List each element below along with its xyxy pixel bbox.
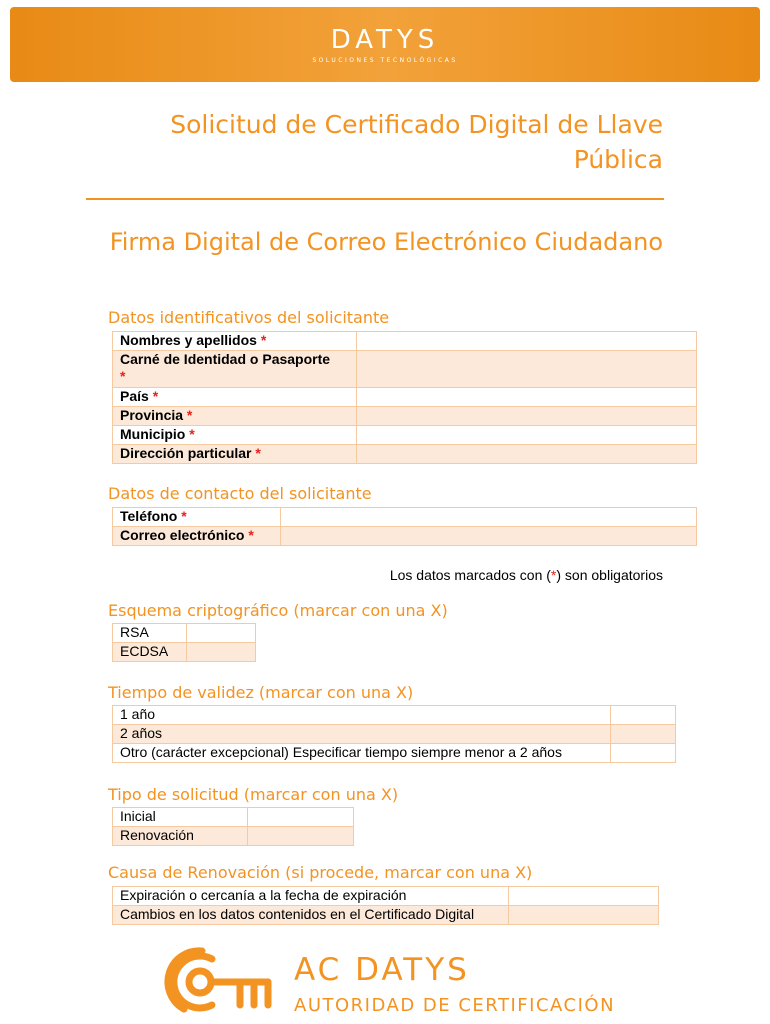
table-row	[113, 906, 659, 925]
phone-field[interactable]	[281, 508, 697, 527]
data-change-checkbox[interactable]	[509, 906, 659, 925]
datys-logo	[10, 25, 760, 64]
table-row	[113, 332, 697, 351]
province-field[interactable]	[357, 407, 697, 426]
table-row	[113, 527, 697, 546]
option-label: ECDSA	[113, 643, 187, 662]
crypto-table	[112, 623, 256, 662]
table-row	[113, 887, 659, 906]
page-title: Solicitud de Certificado Digital de Llave Pública	[170, 110, 663, 174]
two-years-checkbox[interactable]	[611, 725, 676, 744]
section-heading-request-type: Tipo de solicitud (marcar con una X)	[108, 785, 399, 804]
table-row	[113, 388, 697, 407]
ecdsa-checkbox[interactable]	[187, 643, 256, 662]
footer-subtitle: AUTORIDAD DE CERTIFICACIÓN	[294, 995, 616, 1016]
table-row	[113, 827, 354, 846]
rsa-checkbox[interactable]	[187, 624, 256, 643]
table-row	[113, 351, 697, 388]
required-mark: *	[152, 388, 159, 404]
expiration-checkbox[interactable]	[509, 887, 659, 906]
table-row	[113, 808, 354, 827]
required-mark: *	[550, 567, 557, 583]
section-heading-validity: Tiempo de validez (marcar con una X)	[108, 683, 414, 702]
contact-table	[112, 507, 697, 546]
section-heading-identification: Datos identificativos del solicitante	[108, 308, 390, 327]
field-label: Nombres y apellidos *	[113, 332, 357, 351]
option-label: 1 año	[113, 706, 611, 725]
country-field[interactable]	[357, 388, 697, 407]
request-type-table	[112, 807, 354, 846]
table-row	[113, 624, 256, 643]
title-divider	[86, 198, 664, 200]
required-mark: *	[186, 407, 193, 423]
address-field[interactable]	[357, 445, 697, 464]
name-field[interactable]	[357, 332, 697, 351]
option-label: RSA	[113, 624, 187, 643]
section-heading-contact: Datos de contacto del solicitante	[108, 484, 372, 503]
table-row	[113, 706, 676, 725]
field-label: Carné de Identidad o Pasaporte *	[113, 351, 357, 388]
section-heading-renewal-cause: Causa de Renovación (si procede, marcar con una X)	[108, 863, 533, 882]
option-label: Cambios en los datos contenidos en el Certificado Digital	[113, 906, 509, 925]
option-label: Otro (carácter excepcional) Especificar tiempo siempre menor a 2 años	[113, 744, 611, 763]
required-mark: *	[189, 426, 195, 442]
required-note: Los datos marcados con (*) son obligatorios	[389, 567, 663, 583]
table-row	[113, 508, 697, 527]
field-label: Dirección particular *	[113, 445, 357, 464]
table-row	[113, 407, 697, 426]
required-mark: *	[255, 445, 261, 461]
validity-table	[112, 705, 676, 763]
logo-brand: DATYS	[330, 25, 440, 55]
table-row	[113, 643, 256, 662]
option-label: Renovación	[113, 827, 248, 846]
renewal-cause-table	[112, 886, 659, 925]
option-label: Inicial	[113, 808, 248, 827]
key-logo-icon	[162, 947, 274, 1017]
other-validity-checkbox[interactable]	[611, 744, 676, 763]
initial-checkbox[interactable]	[248, 808, 354, 827]
table-row	[113, 744, 676, 763]
required-mark: *	[120, 368, 126, 384]
option-label: 2 años	[113, 725, 611, 744]
table-row	[113, 426, 697, 445]
section-heading-crypto: Esquema criptográfico (marcar con una X)	[108, 601, 448, 620]
table-row	[113, 445, 697, 464]
required-mark: *	[248, 527, 254, 543]
field-label: Teléfono *	[113, 508, 281, 527]
table-row	[113, 725, 676, 744]
field-label: Municipio *	[113, 426, 357, 445]
municipality-field[interactable]	[357, 426, 697, 445]
renewal-checkbox[interactable]	[248, 827, 354, 846]
field-label: País *	[113, 388, 357, 407]
one-year-checkbox[interactable]	[611, 706, 676, 725]
field-label: Provincia *	[113, 407, 357, 426]
required-mark: *	[260, 332, 267, 348]
identification-table	[112, 331, 697, 464]
field-label: Correo electrónico *	[113, 527, 281, 546]
option-label: Expiración o cercanía a la fecha de expiración	[113, 887, 509, 906]
required-mark: *	[181, 508, 187, 524]
header-banner	[10, 7, 760, 82]
footer-title: AC DATYS	[294, 952, 470, 988]
id-document-field[interactable]	[357, 351, 697, 388]
logo-tagline: SOLUCIONES TECNOLÓGICAS	[312, 57, 458, 64]
page-subtitle: Firma Digital de Correo Electrónico Ciudadano	[109, 228, 663, 256]
email-field[interactable]	[281, 527, 697, 546]
